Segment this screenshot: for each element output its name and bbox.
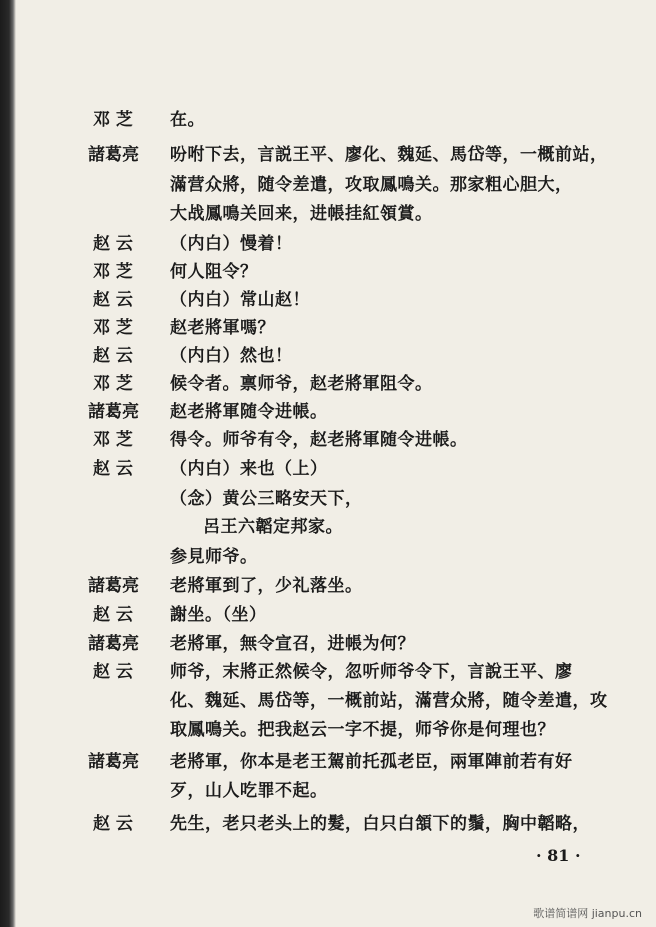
speaker-label: 邓 芝 [93,374,133,394]
dialogue-line: 吩咐下去，言説王平、廖化、魏延、馬岱等，一概前站， [170,145,608,165]
speaker-label: 諸葛亮 [88,145,139,165]
dialogue-line: 师爷，末將正然候令，忽听师爷令下，言說王平、廖 [170,662,573,682]
speaker-label: 赵 云 [93,662,133,682]
dialogue-line: 滿营众將，随令差遣，攻取鳳鳴关。那家粗心胆大， [170,175,573,195]
dialogue-line: 呂王六韜定邦家。 [203,517,343,537]
dialogue-line: 赵老將軍随令进帳。 [170,402,328,422]
dialogue-line: 歹，山人吃罪不起。 [170,781,328,801]
dialogue-line: 謝坐。（坐） [170,605,267,625]
dialogue-line: 老將軍到了，少礼落坐。 [170,576,363,596]
watermark: 歌谱简谱网 jianpu.cn [533,907,642,920]
speaker-label: 邓 芝 [93,262,133,282]
speaker-label: 邓 芝 [93,318,133,338]
dialogue-line: 参見师爷。 [170,547,258,567]
dialogue-line: （内白）慢着！ [170,234,293,254]
speaker-label: 赵 云 [93,234,133,254]
dialogue-line: 化、魏延、馬岱等，一概前站，滿营众將，随令差遣，攻 [170,691,608,711]
dialogue-line: 在。 [170,110,205,130]
speaker-label: 赵 云 [93,459,133,479]
dialogue-line: 老將軍，你本是老王駕前托孤老臣，兩軍陣前若有好 [170,752,573,772]
speaker-label: 邓 芝 [93,110,133,130]
dialogue-line: （念）黄公三略安天下， [170,489,363,509]
speaker-label: 諸葛亮 [88,402,139,422]
dialogue-line: 得令。师爷有令，赵老將軍随令进帳。 [170,430,468,450]
speaker-label: 諸葛亮 [88,576,139,596]
speaker-label: 邓 芝 [93,430,133,450]
dialogue-line: 先生，老只老头上的髮，白只白頷下的鬚，胸中韜略， [170,814,590,834]
dialogue-line: （内白）常山赵！ [170,290,310,310]
speaker-label: 諸葛亮 [88,752,139,772]
dialogue-line: （内白）然也！ [170,346,293,366]
dialogue-line: （内白）来也（上） [170,459,328,479]
speaker-label: 赵 云 [93,290,133,310]
dialogue-line: 老將軍，無令宣召，进帳为何？ [170,634,415,654]
speaker-label: 赵 云 [93,814,133,834]
dialogue-line: 何人阻令？ [170,262,258,282]
speaker-label: 赵 云 [93,346,133,366]
dialogue-line: 候令者。禀师爷，赵老將軍阻令。 [170,374,433,394]
speaker-label: 諸葛亮 [88,634,139,654]
page-number: · 81 · [536,846,581,865]
dialogue-line: 赵老將軍嗎？ [170,318,275,338]
dialogue-line: 取鳳鳴关。把我赵云一字不提，师爷你是何理也？ [170,720,555,740]
dialogue-line: 大战鳳鳴关回来，进帳挂紅領賞。 [170,204,433,224]
speaker-label: 赵 云 [93,605,133,625]
